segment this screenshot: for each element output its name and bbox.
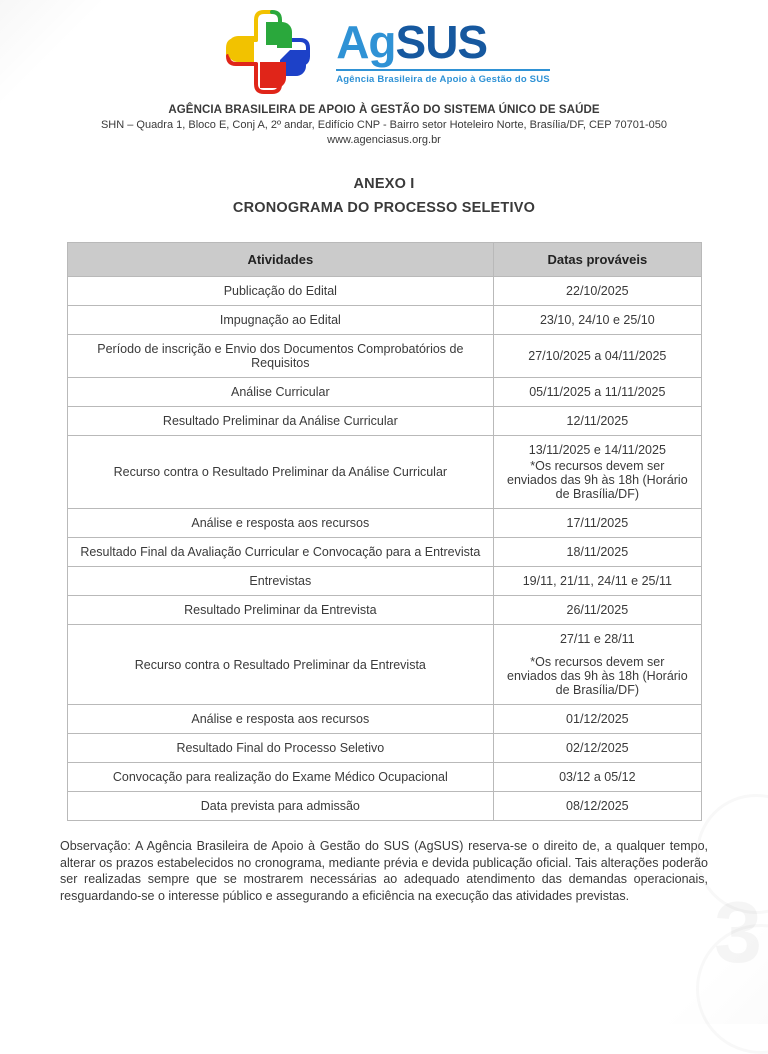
table-row xyxy=(67,734,701,763)
logo-wordmark-ag: Ag xyxy=(336,16,396,68)
column-header-datas: Datas prováveis xyxy=(494,243,701,277)
table-row xyxy=(67,335,701,378)
date-value: 05/11/2025 a 11/11/2025 xyxy=(529,385,666,399)
activity-cell: Resultado Final do Processo Seletivo xyxy=(67,734,494,763)
activity-cell: Análise e resposta aos recursos xyxy=(67,509,494,538)
watermark-digit: 3 xyxy=(714,885,762,981)
org-name: AGÊNCIA BRASILEIRA DE APOIO À GESTÃO DO SISTEMA ÚNICO DE SAÚDE xyxy=(168,104,600,116)
logo-tagline: Agência Brasileira de Apoio à Gestão do SUS xyxy=(336,74,550,85)
date-value: 23/10, 24/10 e 25/10 xyxy=(539,313,655,327)
agsus-cross-icon xyxy=(218,6,322,98)
org-address: SHN – Quadra 1, Bloco E, Conj A, 2º andar, Edifício CNP - Bairro setor Hoteleiro Norte, Brasília/DF, CEP 70701-050 xyxy=(100,119,668,131)
observation-paragraph: Observação: A Agência Brasileira de Apoio à Gestão do SUS (AgSUS) reserva-se o direito de, a qualquer tempo, alterar os prazos estabelecidos no cronograma, mediante prévia e devida publicação oficial. Tais alterações poderão ser realizadas sempre que se mostrarem necessárias ao adequado atendimento das demandas operacionais, resguardando-se o interesse público e assegurando a eficiência na execução das atividades previstas. xyxy=(60,839,708,903)
date-cell xyxy=(494,378,701,407)
table-header-row xyxy=(67,243,701,277)
table-row xyxy=(67,509,701,538)
date-value: 18/11/2025 xyxy=(566,545,629,559)
table-row xyxy=(67,596,701,625)
date-cell xyxy=(494,277,701,306)
table-row xyxy=(67,306,701,335)
table-row xyxy=(67,763,701,792)
table-row xyxy=(67,705,701,734)
date-cell xyxy=(494,509,701,538)
activity-cell: Resultado Preliminar da Análise Curricular xyxy=(67,407,494,436)
date-value: 27/11 e 28/11 xyxy=(560,632,635,646)
activity-cell: Impugnação ao Edital xyxy=(67,306,494,335)
org-website: www.agenciasus.org.br xyxy=(327,134,441,146)
cronograma-table xyxy=(67,242,702,821)
activity-cell: Convocação para realização do Exame Médico Ocupacional xyxy=(67,763,494,792)
activity-cell: Período de inscrição e Envio dos Documentos Comprobatórios de Requisitos xyxy=(67,335,494,378)
date-value: 08/12/2025 xyxy=(566,799,629,813)
table-row xyxy=(67,538,701,567)
date-cell xyxy=(494,596,701,625)
page-title: CRONOGRAMA DO PROCESSO SELETIVO xyxy=(232,200,536,216)
date-value: 17/11/2025 xyxy=(566,516,629,530)
date-note: *Os recursos devem ser enviados das 9h às 18h (Horário de Brasília/DF) xyxy=(507,655,688,697)
table-row xyxy=(67,625,701,705)
logo-divider-line xyxy=(336,69,550,71)
date-cell xyxy=(494,436,701,509)
date-cell xyxy=(494,306,701,335)
date-cell xyxy=(494,407,701,436)
date-value: 22/10/2025 xyxy=(566,284,629,298)
table-row xyxy=(67,378,701,407)
table-row xyxy=(67,792,701,821)
date-note: *Os recursos devem ser enviados das 9h às 18h (Horário de Brasília/DF) xyxy=(507,459,688,501)
activity-cell: Recurso contra o Resultado Preliminar da Entrevista xyxy=(67,625,494,705)
activity-cell: Data prevista para admissão xyxy=(67,792,494,821)
date-cell xyxy=(494,567,701,596)
date-cell xyxy=(494,625,701,705)
table-row xyxy=(67,567,701,596)
date-cell xyxy=(494,538,701,567)
activity-cell: Resultado Preliminar da Entrevista xyxy=(67,596,494,625)
table-row xyxy=(67,407,701,436)
annex-title: ANEXO I xyxy=(353,176,415,192)
activity-cell: Recurso contra o Resultado Preliminar da Análise Curricular xyxy=(67,436,494,509)
activity-cell: Análise e resposta aos recursos xyxy=(67,705,494,734)
logo-text-block xyxy=(336,16,550,85)
activity-cell: Análise Curricular xyxy=(67,378,494,407)
table-row xyxy=(67,277,701,306)
date-cell xyxy=(494,792,701,821)
date-value: 01/12/2025 xyxy=(566,712,629,726)
agsus-logo xyxy=(0,6,768,98)
activity-cell: Resultado Final da Avaliação Curricular e Convocação para a Entrevista xyxy=(67,538,494,567)
cronograma-table-body xyxy=(67,277,701,821)
activity-cell: Entrevistas xyxy=(67,567,494,596)
date-cell xyxy=(494,705,701,734)
column-header-atividades: Atividades xyxy=(67,243,494,277)
date-value: 12/11/2025 xyxy=(566,414,629,428)
activity-cell: Publicação do Edital xyxy=(67,277,494,306)
date-value: 03/12 a 05/12 xyxy=(559,770,636,784)
logo-wordmark xyxy=(336,16,488,68)
date-value: 13/11/2025 e 14/11/2025 xyxy=(528,443,666,457)
date-value: 26/11/2025 xyxy=(566,603,629,617)
logo-wordmark-sus: SUS xyxy=(395,16,488,68)
date-cell xyxy=(494,734,701,763)
watermark-ring-icon xyxy=(696,924,768,1054)
date-cell xyxy=(494,335,701,378)
date-value: 27/10/2025 a 04/11/2025 xyxy=(528,349,667,363)
date-value: 02/12/2025 xyxy=(566,741,629,755)
table-row xyxy=(67,436,701,509)
date-value: 19/11, 21/11, 24/11 e 25/11 xyxy=(522,574,672,588)
date-cell xyxy=(494,763,701,792)
